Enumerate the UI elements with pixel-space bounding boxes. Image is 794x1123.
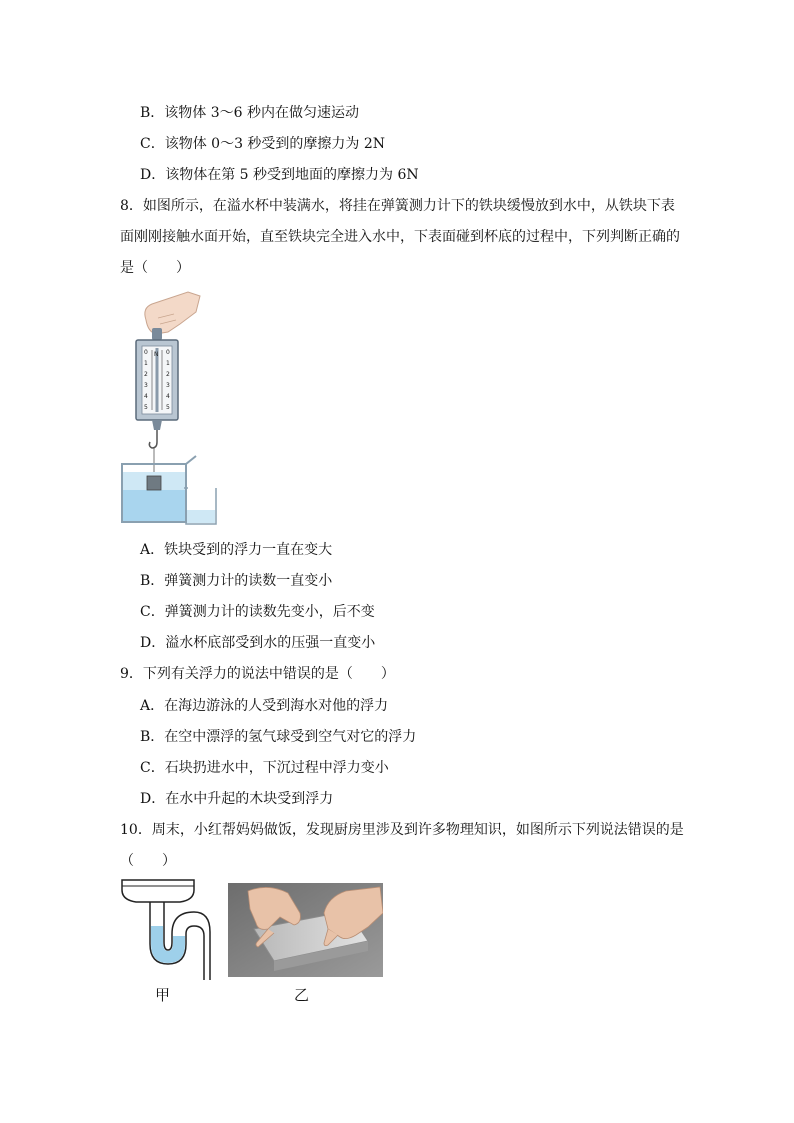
q10-stem-line-2: （ ） [120,853,176,869]
q8-option-a: A．铁块受到的浮力一直在变大 [140,542,333,558]
q9-stem: 9．下列有关浮力的说法中错误的是（ ） [120,666,395,682]
q7-option-b: B．该物体 3～6 秒内在做匀速运动 [140,105,360,121]
q8-option-d: D．溢水杯底部受到水的压强一直变小 [140,635,376,651]
q7-option-c: C．该物体 0～3 秒受到的摩擦力为 2N [140,136,386,152]
q9-option-a: A．在海边游泳的人受到海水对他的浮力 [140,698,389,714]
scale-right-3: 3 [166,382,170,389]
scale-right-2: 2 [166,371,170,378]
q8-spring-scale-figure [118,290,228,530]
spring-scale [136,340,178,430]
beaker [184,488,216,524]
caption-yi: 乙 [294,986,310,1004]
q8-stem-line-3: 是（ ） [120,260,190,276]
scale-right-0: 0 [166,349,170,356]
q8-stem-line-1: 8．如图所示，在溢水杯中装满水，将挂在弹簧测力计下的铁块缓慢放到水中，从铁块下表 [120,198,675,214]
q8-option-b: B．弹簧测力计的读数一直变小 [140,573,333,589]
overflow-cup [122,456,196,522]
scale-right-5: 5 [166,404,170,411]
scale-left-4: 4 [144,393,148,400]
sink-trap-figure [120,876,212,982]
q9-option-c: C．石块扔进水中，下沉过程中浮力变小 [140,760,389,776]
scale-left-2: 2 [144,371,148,378]
hand-illustration [145,292,200,334]
iron-block [147,476,161,490]
scale-left-5: 5 [144,404,148,411]
q8-stem-line-2: 面刚刚接触水面开始，直至铁块完全进入水中，下表面碰到杯底的过程中，下列判断正确的 [120,229,680,245]
scale-left-0: 0 [144,349,148,356]
q10-stem-line-1: 10．周末，小红帮妈妈做饭，发现厨房里涉及到许多物理知识，如图所示下列说法错误的是 [120,822,684,838]
scale-right-1: 1 [166,360,170,367]
q9-option-d: D．在水中升起的木块受到浮力 [140,791,334,807]
caption-jia: 甲 [155,986,171,1004]
scale-left-1: 1 [144,360,148,367]
q7-option-d: D．该物体在第 5 秒受到地面的摩擦力为 6N [140,167,419,183]
q8-option-c: C．弹簧测力计的读数先变小，后不变 [140,604,375,620]
hands-on-block-photo [228,883,383,977]
scale-unit: N [154,351,159,358]
scale-left-3: 3 [144,382,148,389]
scale-right-4: 4 [166,393,170,400]
q9-option-b: B．在空中漂浮的氢气球受到空气对它的浮力 [140,729,417,745]
